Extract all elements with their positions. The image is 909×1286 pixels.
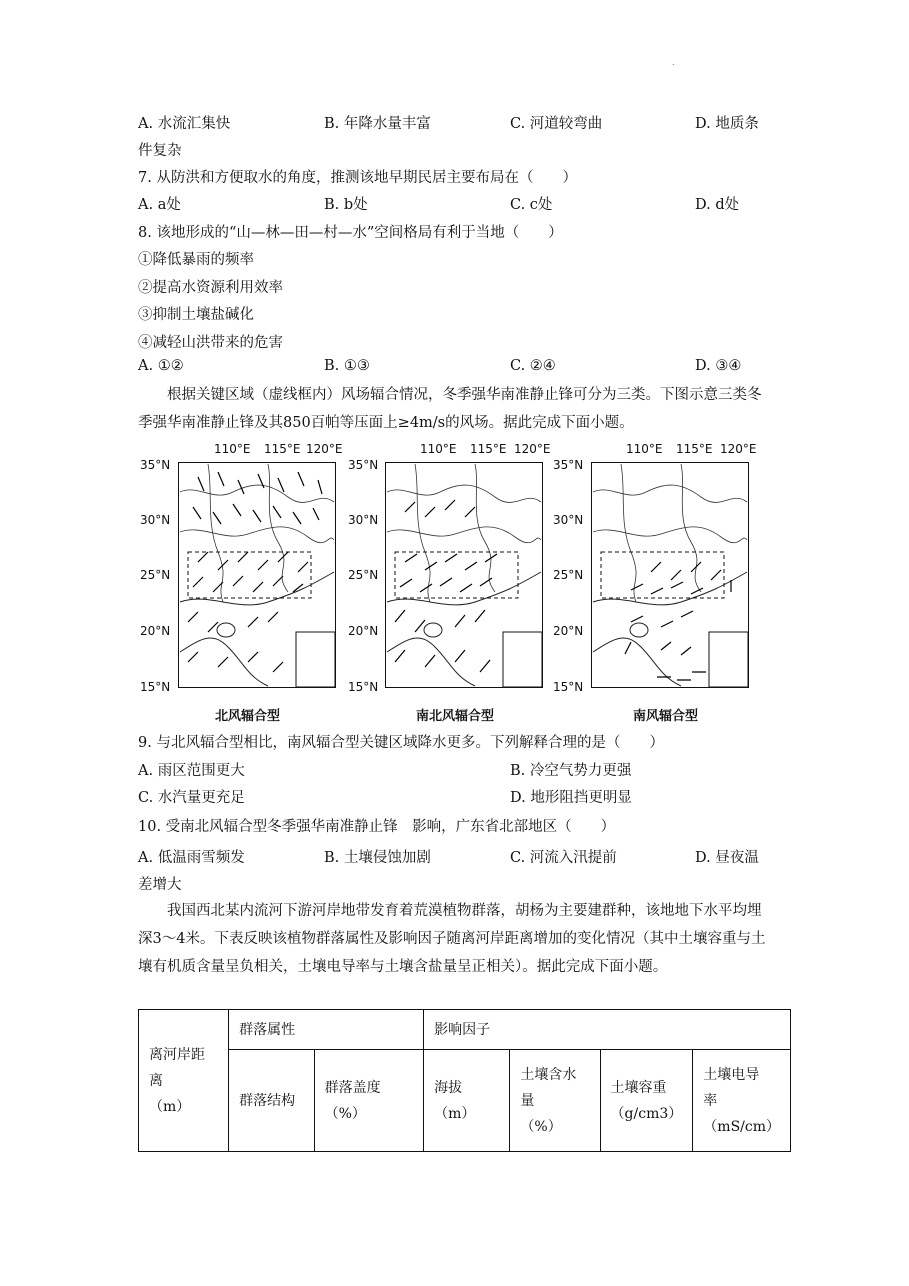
map1-lat-15: 15°N (140, 680, 171, 694)
map3-caption: 南风辐合型 (633, 709, 699, 724)
q6-option-d: D. 地质条 (695, 116, 759, 132)
q10-option-d-cont: 差增大 (138, 877, 182, 893)
q10-option-b: B. 土壤侵蚀加剧 (324, 850, 431, 866)
map2-wind-field (385, 462, 543, 688)
col-soil-ec-header: 土壤电导 率 （mS/cm） (693, 1050, 791, 1152)
vegetation-table (138, 1009, 791, 1152)
col-distance-header: 离河岸距 离 （m） (139, 1010, 229, 1152)
map2-lat-20: 20°N (348, 624, 379, 638)
q9-stem: 9. 与北风辐合型相比，南风辐合型关键区域降水更多。下列解释合理的是（ ） (138, 735, 664, 751)
group-influence-factors: 影响因子 (424, 1010, 791, 1050)
q10-stem: 10. 受南北风辐合型冬季强华南准静止锋 影响，广东省北部地区（ ） (138, 819, 616, 835)
q10-option-c: C. 河流入汛提前 (510, 850, 617, 866)
group-community-attributes: 群落属性 (229, 1010, 424, 1050)
map1-caption: 北风辐合型 (215, 709, 281, 724)
q9-option-b: B. 冷空气势力更强 (510, 763, 632, 779)
map3-lat-35: 35°N (553, 458, 584, 472)
page-mark: . (672, 58, 675, 67)
map1-wind-field (178, 462, 336, 688)
q9-option-c: C. 水汽量更充足 (138, 790, 245, 806)
q8-option-d: D. ③④ (695, 358, 742, 374)
q7-option-a: A. a处 (138, 197, 181, 213)
q8-item-1: ①降低暴雨的频率 (138, 252, 254, 268)
map2-caption: 南北风辐合型 (416, 709, 495, 724)
map1-lat-30: 30°N (140, 513, 171, 527)
map3-wind-field (591, 462, 749, 688)
map2-lat-30: 30°N (348, 513, 379, 527)
q7-option-b: B. b处 (324, 197, 368, 213)
map2-lat-15: 15°N (348, 680, 379, 694)
q7-option-d: D. d处 (695, 197, 740, 213)
q8-item-2: ②提高水资源利用效率 (138, 280, 283, 296)
q8-item-4: ④减轻山洪带来的危害 (138, 335, 283, 351)
map3-lon-110: 110°E (626, 442, 663, 456)
q6-option-b: B. 年降水量丰富 (324, 116, 431, 132)
col-elevation-header: 海拔 （m） (424, 1050, 510, 1152)
map2-lon-110: 110°E (420, 442, 457, 456)
map1-lat-25: 25°N (140, 568, 171, 582)
map3-lat-30: 30°N (553, 513, 584, 527)
map2-lon-115: 115°E (470, 442, 507, 456)
q9-option-a: A. 雨区范围更大 (138, 763, 245, 779)
q9-option-d: D. 地形阻挡更明显 (510, 790, 632, 806)
q8-option-b: B. ①③ (324, 358, 370, 374)
map2-lat-25: 25°N (348, 568, 379, 582)
q8-stem: 8. 该地形成的“山—林—田—村—水”空间格局有利于当地（ ） (138, 225, 563, 241)
map1-lat-20: 20°N (140, 624, 171, 638)
q8-option-c: C. ②④ (510, 358, 556, 374)
map2-lat-35: 35°N (348, 458, 379, 472)
q8-item-3: ③抑制土壤盐碱化 (138, 307, 254, 323)
q6-option-d-cont: 件复杂 (138, 143, 182, 159)
map1-lon-115: 115°E (264, 442, 301, 456)
col-soil-density-header: 土壤容重 （g/cm3） (600, 1050, 693, 1152)
q6-option-c: C. 河道较弯曲 (510, 116, 603, 132)
map3-lat-15: 15°N (553, 680, 584, 694)
map3-lat-25: 25°N (553, 568, 584, 582)
map3-lon-120: 120°E (720, 442, 757, 456)
q8-option-a: A. ①② (138, 358, 184, 374)
col-cover-header: 群落盖度 （%） (314, 1050, 424, 1152)
q6-option-a: A. 水流汇集快 (138, 116, 231, 132)
col-structure-header: 群落结构 (229, 1050, 314, 1152)
map3-lon-115: 115°E (676, 442, 713, 456)
map2-lon-120: 120°E (514, 442, 551, 456)
col-soil-water-header: 土壤含水 量 （%） (510, 1050, 600, 1152)
map1-lat-35: 35°N (140, 458, 171, 472)
q7-option-c: C. c处 (510, 197, 553, 213)
intro-paragraph-vegetation: 我国西北某内流河下游河岸地带发育着荒漠植物群落，胡杨为主要建群种，该地地下水平均埋深3～4米。下表反映该植物群落属性及影响因子随离河岸距离增加的变化情况（其中土壤容重与土壤有机质含量呈负相关，土壤电导率与土壤含盐量呈正相关）。据此完成下面小题。 (138, 903, 766, 975)
map1-lon-110: 110°E (214, 442, 251, 456)
map3-lat-20: 20°N (553, 624, 584, 638)
map1-lon-120: 120°E (306, 442, 343, 456)
q10-option-a: A. 低温雨雪频发 (138, 850, 245, 866)
q10-option-d: D. 昼夜温 (695, 850, 759, 866)
q7-stem: 7. 从防洪和方便取水的角度，推测该地早期民居主要布局在（ ） (138, 170, 577, 186)
intro-paragraph-fronts: 根据关键区域（虚线框内）风场辐合情况，冬季强华南准静止锋可分为三类。下图示意三类冬季强华南准静止锋及其850百帕等压面上≥4m/s的风场。据此完成下面小题。 (138, 387, 762, 431)
